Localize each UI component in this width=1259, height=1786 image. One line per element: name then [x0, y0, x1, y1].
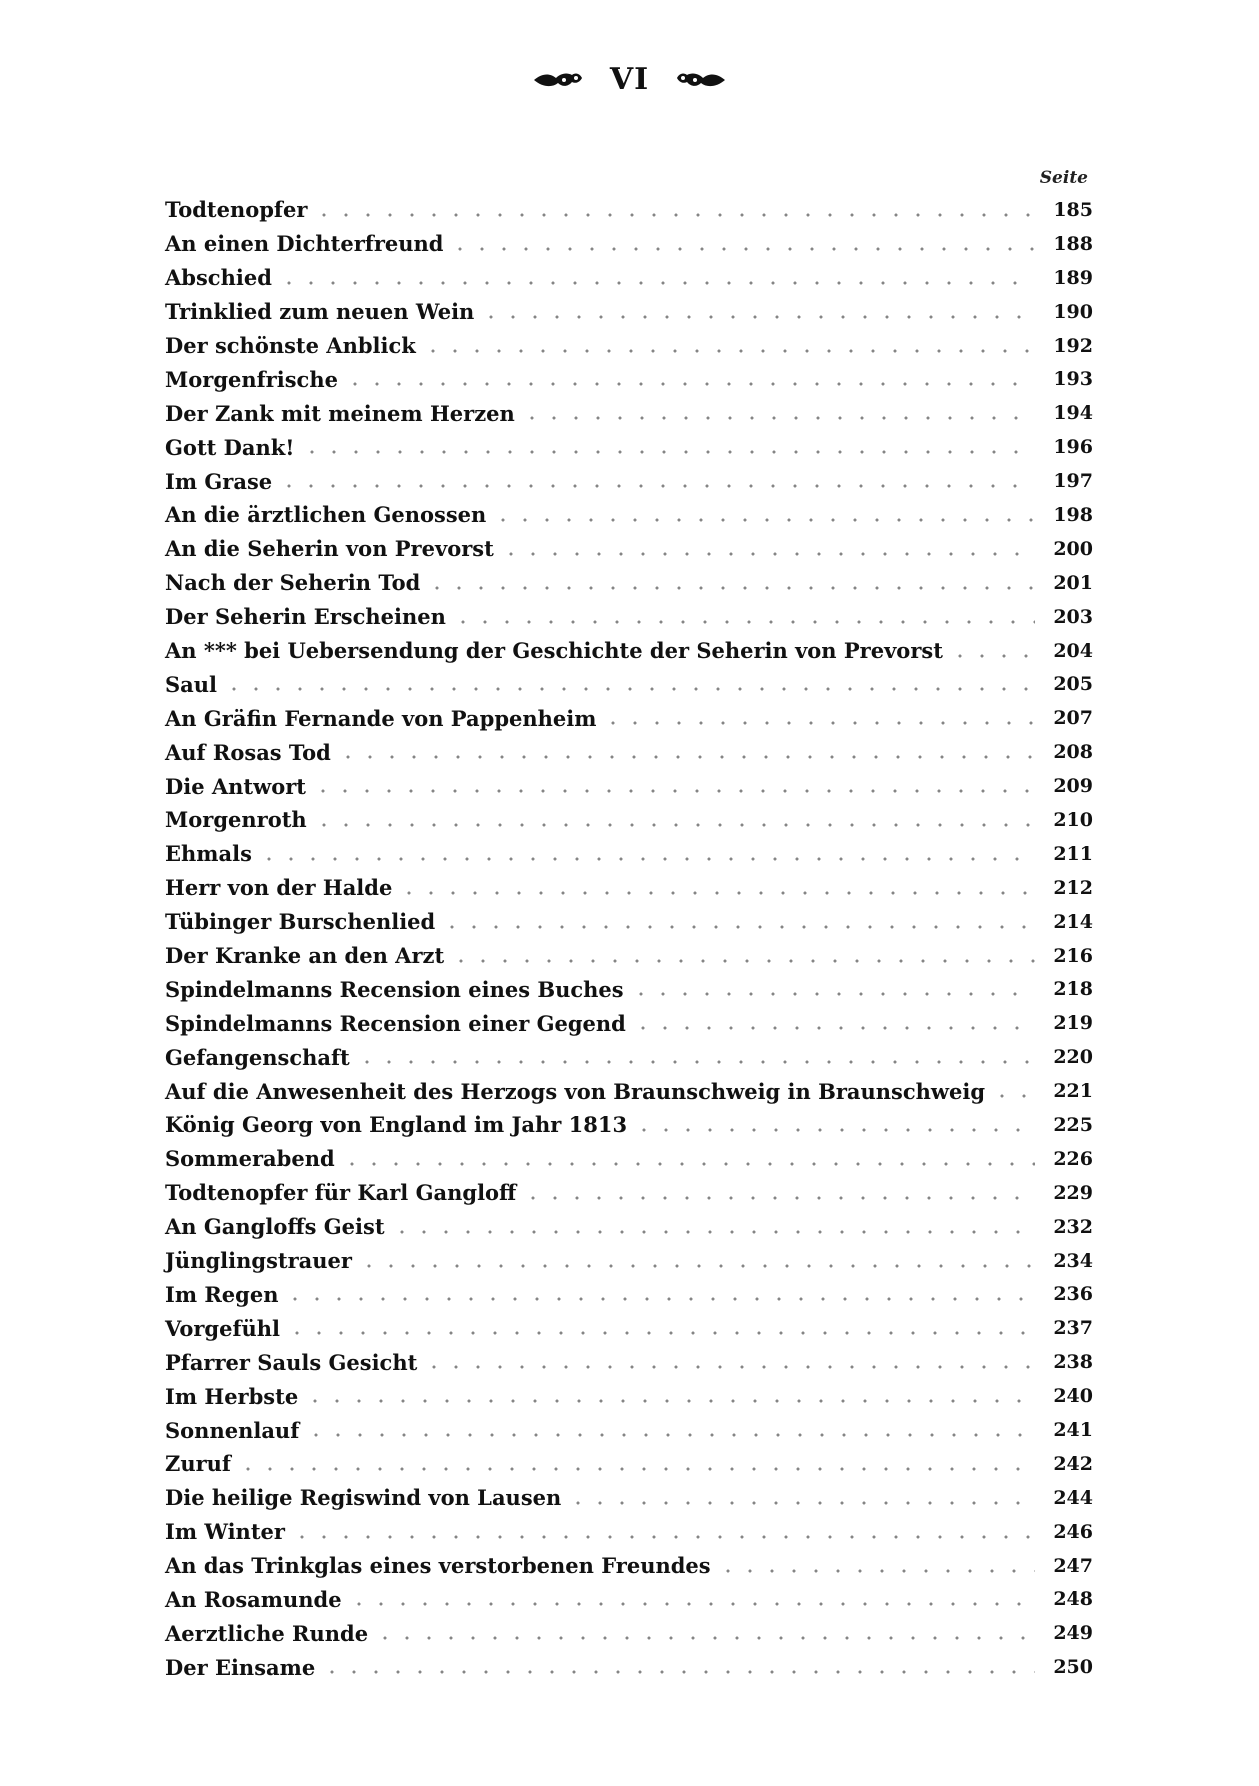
toc-entry-title: Spindelmanns Recension eines Buches	[165, 977, 630, 1002]
toc-dot-leader	[374, 1635, 1035, 1641]
toc-entry-title: Abschied	[165, 265, 278, 290]
toc-dot-leader	[313, 212, 1035, 218]
toc-entry-page: 242	[1035, 1453, 1093, 1475]
toc-entry	[165, 1413, 1093, 1447]
toc-dot-leader	[321, 1669, 1035, 1675]
toc-entry-title: Todtenopfer	[165, 197, 313, 222]
toc-entry	[165, 634, 1093, 668]
toc-entry	[165, 1074, 1093, 1108]
toc-entry-page: 237	[1035, 1317, 1093, 1339]
toc-entry-title: Todtenopfer für Karl Gangloff	[165, 1180, 522, 1205]
toc-entry-title: Nach der Seherin Tod	[165, 570, 426, 595]
toc-entry-title: Gefangenschaft	[165, 1045, 356, 1070]
page-number: VI	[609, 62, 650, 97]
toc-entry	[165, 1244, 1093, 1278]
toc-entry	[165, 837, 1093, 871]
toc-entry-page: 207	[1035, 707, 1093, 729]
toc-dot-leader	[398, 890, 1035, 896]
toc-entry-page: 248	[1035, 1588, 1093, 1610]
toc-dot-leader	[426, 585, 1035, 591]
toc-entry-page: 201	[1035, 572, 1093, 594]
toc-entry-title: Herr von der Halde	[165, 875, 398, 900]
toc-entry-title: An das Trinkglas eines verstorbenen Freundes	[165, 1553, 717, 1578]
toc-entry	[165, 1108, 1093, 1142]
toc-entry-title: Aerztliche Runde	[165, 1621, 374, 1646]
toc-entry-page: 246	[1035, 1521, 1093, 1543]
toc-entry-title: An Rosamunde	[165, 1587, 348, 1612]
toc-dot-leader	[286, 1330, 1035, 1336]
toc-entry	[165, 464, 1093, 498]
toc-entry-title: Ehmals	[165, 841, 258, 866]
toc-dot-leader	[422, 348, 1035, 354]
toc-entry	[165, 1379, 1093, 1413]
toc-entry-page: 194	[1035, 402, 1093, 424]
toc-entry-page: 193	[1035, 368, 1093, 390]
toc-dot-leader	[348, 1601, 1035, 1607]
toc-entry-title: Auf Rosas Tod	[165, 740, 337, 765]
toc-entry-page: 218	[1035, 978, 1093, 1000]
toc-entry-page: 210	[1035, 809, 1093, 831]
toc-entry-page: 240	[1035, 1385, 1093, 1407]
toc-entry-title: Trinklied zum neuen Wein	[165, 299, 480, 324]
toc-entry-page: 197	[1035, 470, 1093, 492]
toc-dot-leader	[278, 280, 1035, 286]
toc-dot-leader	[522, 1195, 1035, 1201]
toc-dot-leader	[356, 1059, 1035, 1065]
toc-entry-title: Pfarrer Sauls Gesicht	[165, 1350, 423, 1375]
toc-dot-leader	[291, 1534, 1035, 1540]
toc-entry-title: An Gangloffs Geist	[165, 1214, 391, 1239]
toc-dot-leader	[337, 754, 1035, 760]
toc-entry	[165, 329, 1093, 363]
toc-entry	[165, 1142, 1093, 1176]
toc-entry-title: Morgenfrische	[165, 367, 344, 392]
toc-dot-leader	[449, 246, 1035, 252]
toc-dot-leader	[602, 720, 1035, 726]
toc-entry-page: 196	[1035, 436, 1093, 458]
toc-dot-leader	[492, 517, 1035, 523]
toc-entry	[165, 905, 1093, 939]
toc-entry	[165, 227, 1093, 261]
toc-dot-leader	[358, 1263, 1035, 1269]
toc-dot-leader	[500, 551, 1035, 557]
toc-dot-leader	[223, 686, 1035, 692]
toc-entry-page: 249	[1035, 1622, 1093, 1644]
toc-dot-leader	[258, 856, 1035, 862]
toc-entry-title: Sommerabend	[165, 1146, 341, 1171]
toc-entry-page: 205	[1035, 673, 1093, 695]
toc-entry	[165, 667, 1093, 701]
toc-entry	[165, 1515, 1093, 1549]
toc-entry	[165, 1447, 1093, 1481]
toc-entry-title: Tübinger Burschenlied	[165, 909, 441, 934]
toc-dot-leader	[567, 1500, 1035, 1506]
toc-entry-page: 234	[1035, 1250, 1093, 1272]
toc-dot-leader	[452, 619, 1035, 625]
toc-entry	[165, 1583, 1093, 1617]
toc-entry-page: 203	[1035, 606, 1093, 628]
toc-entry-title: Zuruf	[165, 1451, 237, 1476]
toc-entry	[165, 1006, 1093, 1040]
toc-dot-leader	[284, 1296, 1035, 1302]
toc-entry	[165, 600, 1093, 634]
toc-entry	[165, 396, 1093, 430]
toc-entry-title: Im Winter	[165, 1519, 291, 1544]
toc-dot-leader	[237, 1466, 1035, 1472]
toc-entry-title: Jünglingstrauer	[165, 1248, 358, 1273]
toc-entry-title: Die Antwort	[165, 774, 312, 799]
toc-dot-leader	[301, 449, 1035, 455]
toc-dot-leader	[991, 1093, 1035, 1099]
toc-entry-page: 185	[1035, 199, 1093, 221]
toc-dot-leader	[441, 924, 1035, 930]
toc-entry-title: Die heilige Regiswind von Lausen	[165, 1485, 567, 1510]
toc-entry	[165, 803, 1093, 837]
toc-dot-leader	[278, 483, 1035, 489]
toc-entry	[165, 566, 1093, 600]
toc-entry-page: 188	[1035, 233, 1093, 255]
toc-entry-title: An *** bei Uebersendung der Geschichte der Seherin von Prevorst	[165, 638, 949, 663]
toc-entry	[165, 972, 1093, 1006]
toc-dot-leader	[480, 314, 1035, 320]
toc-entry	[165, 362, 1093, 396]
toc-entry-title: An die Seherin von Prevorst	[165, 536, 500, 561]
toc-entry	[165, 532, 1093, 566]
toc-entry-page: 209	[1035, 775, 1093, 797]
toc-entry-title: An die ärztlichen Genossen	[165, 502, 492, 527]
toc-entry	[165, 1481, 1093, 1515]
toc-dot-leader	[633, 1127, 1035, 1133]
toc-dot-leader	[630, 991, 1035, 997]
toc-entry	[165, 1278, 1093, 1312]
toc-entry-page: 236	[1035, 1283, 1093, 1305]
toc-entry	[165, 1345, 1093, 1379]
toc-entry-title: Der Seherin Erscheinen	[165, 604, 452, 629]
toc-dot-leader	[304, 1398, 1035, 1404]
toc-entry-title: Im Grase	[165, 469, 278, 494]
toc-entry-page: 232	[1035, 1216, 1093, 1238]
toc-entry-title: Auf die Anwesenheit des Herzogs von Braunschweig in Braunschweig	[165, 1079, 991, 1104]
toc-entry	[165, 1176, 1093, 1210]
toc-entry	[165, 871, 1093, 905]
toc-entry-page: 211	[1035, 843, 1093, 865]
toc-entry-page: 198	[1035, 504, 1093, 526]
toc-entry-page: 192	[1035, 335, 1093, 357]
toc-entry-title: Im Herbste	[165, 1384, 304, 1409]
toc-entry	[165, 261, 1093, 295]
toc-entry-page: 238	[1035, 1351, 1093, 1373]
table-of-contents	[165, 193, 1093, 1684]
toc-dot-leader	[949, 653, 1035, 659]
toc-entry-page: 225	[1035, 1114, 1093, 1136]
toc-dot-leader	[450, 958, 1035, 964]
toc-entry-page: 250	[1035, 1656, 1093, 1678]
page-header	[0, 62, 1259, 97]
toc-entry	[165, 1616, 1093, 1650]
toc-entry	[165, 1210, 1093, 1244]
toc-entry-page: 214	[1035, 911, 1093, 933]
toc-entry	[165, 769, 1093, 803]
toc-entry-page: 229	[1035, 1182, 1093, 1204]
toc-dot-leader	[521, 415, 1035, 421]
toc-entry	[165, 430, 1093, 464]
toc-entry-title: Saul	[165, 672, 223, 697]
toc-entry-title: Der Zank mit meinem Herzen	[165, 401, 521, 426]
toc-dot-leader	[423, 1364, 1035, 1370]
toc-dot-leader	[313, 822, 1035, 828]
toc-dot-leader	[341, 1161, 1035, 1167]
page-column-label: Seite	[1039, 168, 1088, 188]
toc-entry-title: Der Einsame	[165, 1655, 321, 1680]
ornament-right-icon	[675, 69, 727, 91]
toc-entry	[165, 939, 1093, 973]
toc-entry-title: Der schönste Anblick	[165, 333, 422, 358]
toc-entry-page: 200	[1035, 538, 1093, 560]
toc-entry-title: Morgenroth	[165, 807, 313, 832]
toc-entry-title: König Georg von England im Jahr 1813	[165, 1112, 633, 1137]
toc-entry	[165, 193, 1093, 227]
toc-entry-title: An einen Dichterfreund	[165, 231, 449, 256]
toc-entry-title: Der Kranke an den Arzt	[165, 943, 450, 968]
toc-entry-page: 189	[1035, 267, 1093, 289]
toc-entry-page: 244	[1035, 1487, 1093, 1509]
toc-entry-title: Spindelmanns Recension einer Gegend	[165, 1011, 632, 1036]
toc-entry	[165, 1040, 1093, 1074]
toc-entry-page: 226	[1035, 1148, 1093, 1170]
toc-entry	[165, 1549, 1093, 1583]
toc-entry-page: 241	[1035, 1419, 1093, 1441]
toc-dot-leader	[344, 381, 1035, 387]
toc-entry-page: 212	[1035, 877, 1093, 899]
toc-entry	[165, 1650, 1093, 1684]
toc-entry	[165, 295, 1093, 329]
toc-entry-page: 220	[1035, 1046, 1093, 1068]
toc-entry	[165, 701, 1093, 735]
toc-dot-leader	[305, 1432, 1035, 1438]
toc-entry-title: Vorgefühl	[165, 1316, 286, 1341]
toc-dot-leader	[391, 1229, 1035, 1235]
toc-dot-leader	[312, 788, 1035, 794]
toc-entry-page: 190	[1035, 301, 1093, 323]
toc-entry-page: 221	[1035, 1080, 1093, 1102]
toc-dot-leader	[632, 1025, 1035, 1031]
ornament-left-icon	[532, 69, 584, 91]
toc-entry	[165, 498, 1093, 532]
toc-entry-title: Im Regen	[165, 1282, 284, 1307]
toc-entry	[165, 1311, 1093, 1345]
toc-entry-page: 219	[1035, 1012, 1093, 1034]
toc-entry-title: An Gräfin Fernande von Pappenheim	[165, 706, 602, 731]
toc-entry	[165, 735, 1093, 769]
toc-entry-title: Gott Dank!	[165, 435, 301, 460]
toc-dot-leader	[717, 1568, 1035, 1574]
toc-entry-page: 216	[1035, 945, 1093, 967]
toc-entry-page: 204	[1035, 640, 1093, 662]
toc-entry-page: 247	[1035, 1555, 1093, 1577]
toc-entry-title: Sonnenlauf	[165, 1418, 305, 1443]
toc-entry-page: 208	[1035, 741, 1093, 763]
